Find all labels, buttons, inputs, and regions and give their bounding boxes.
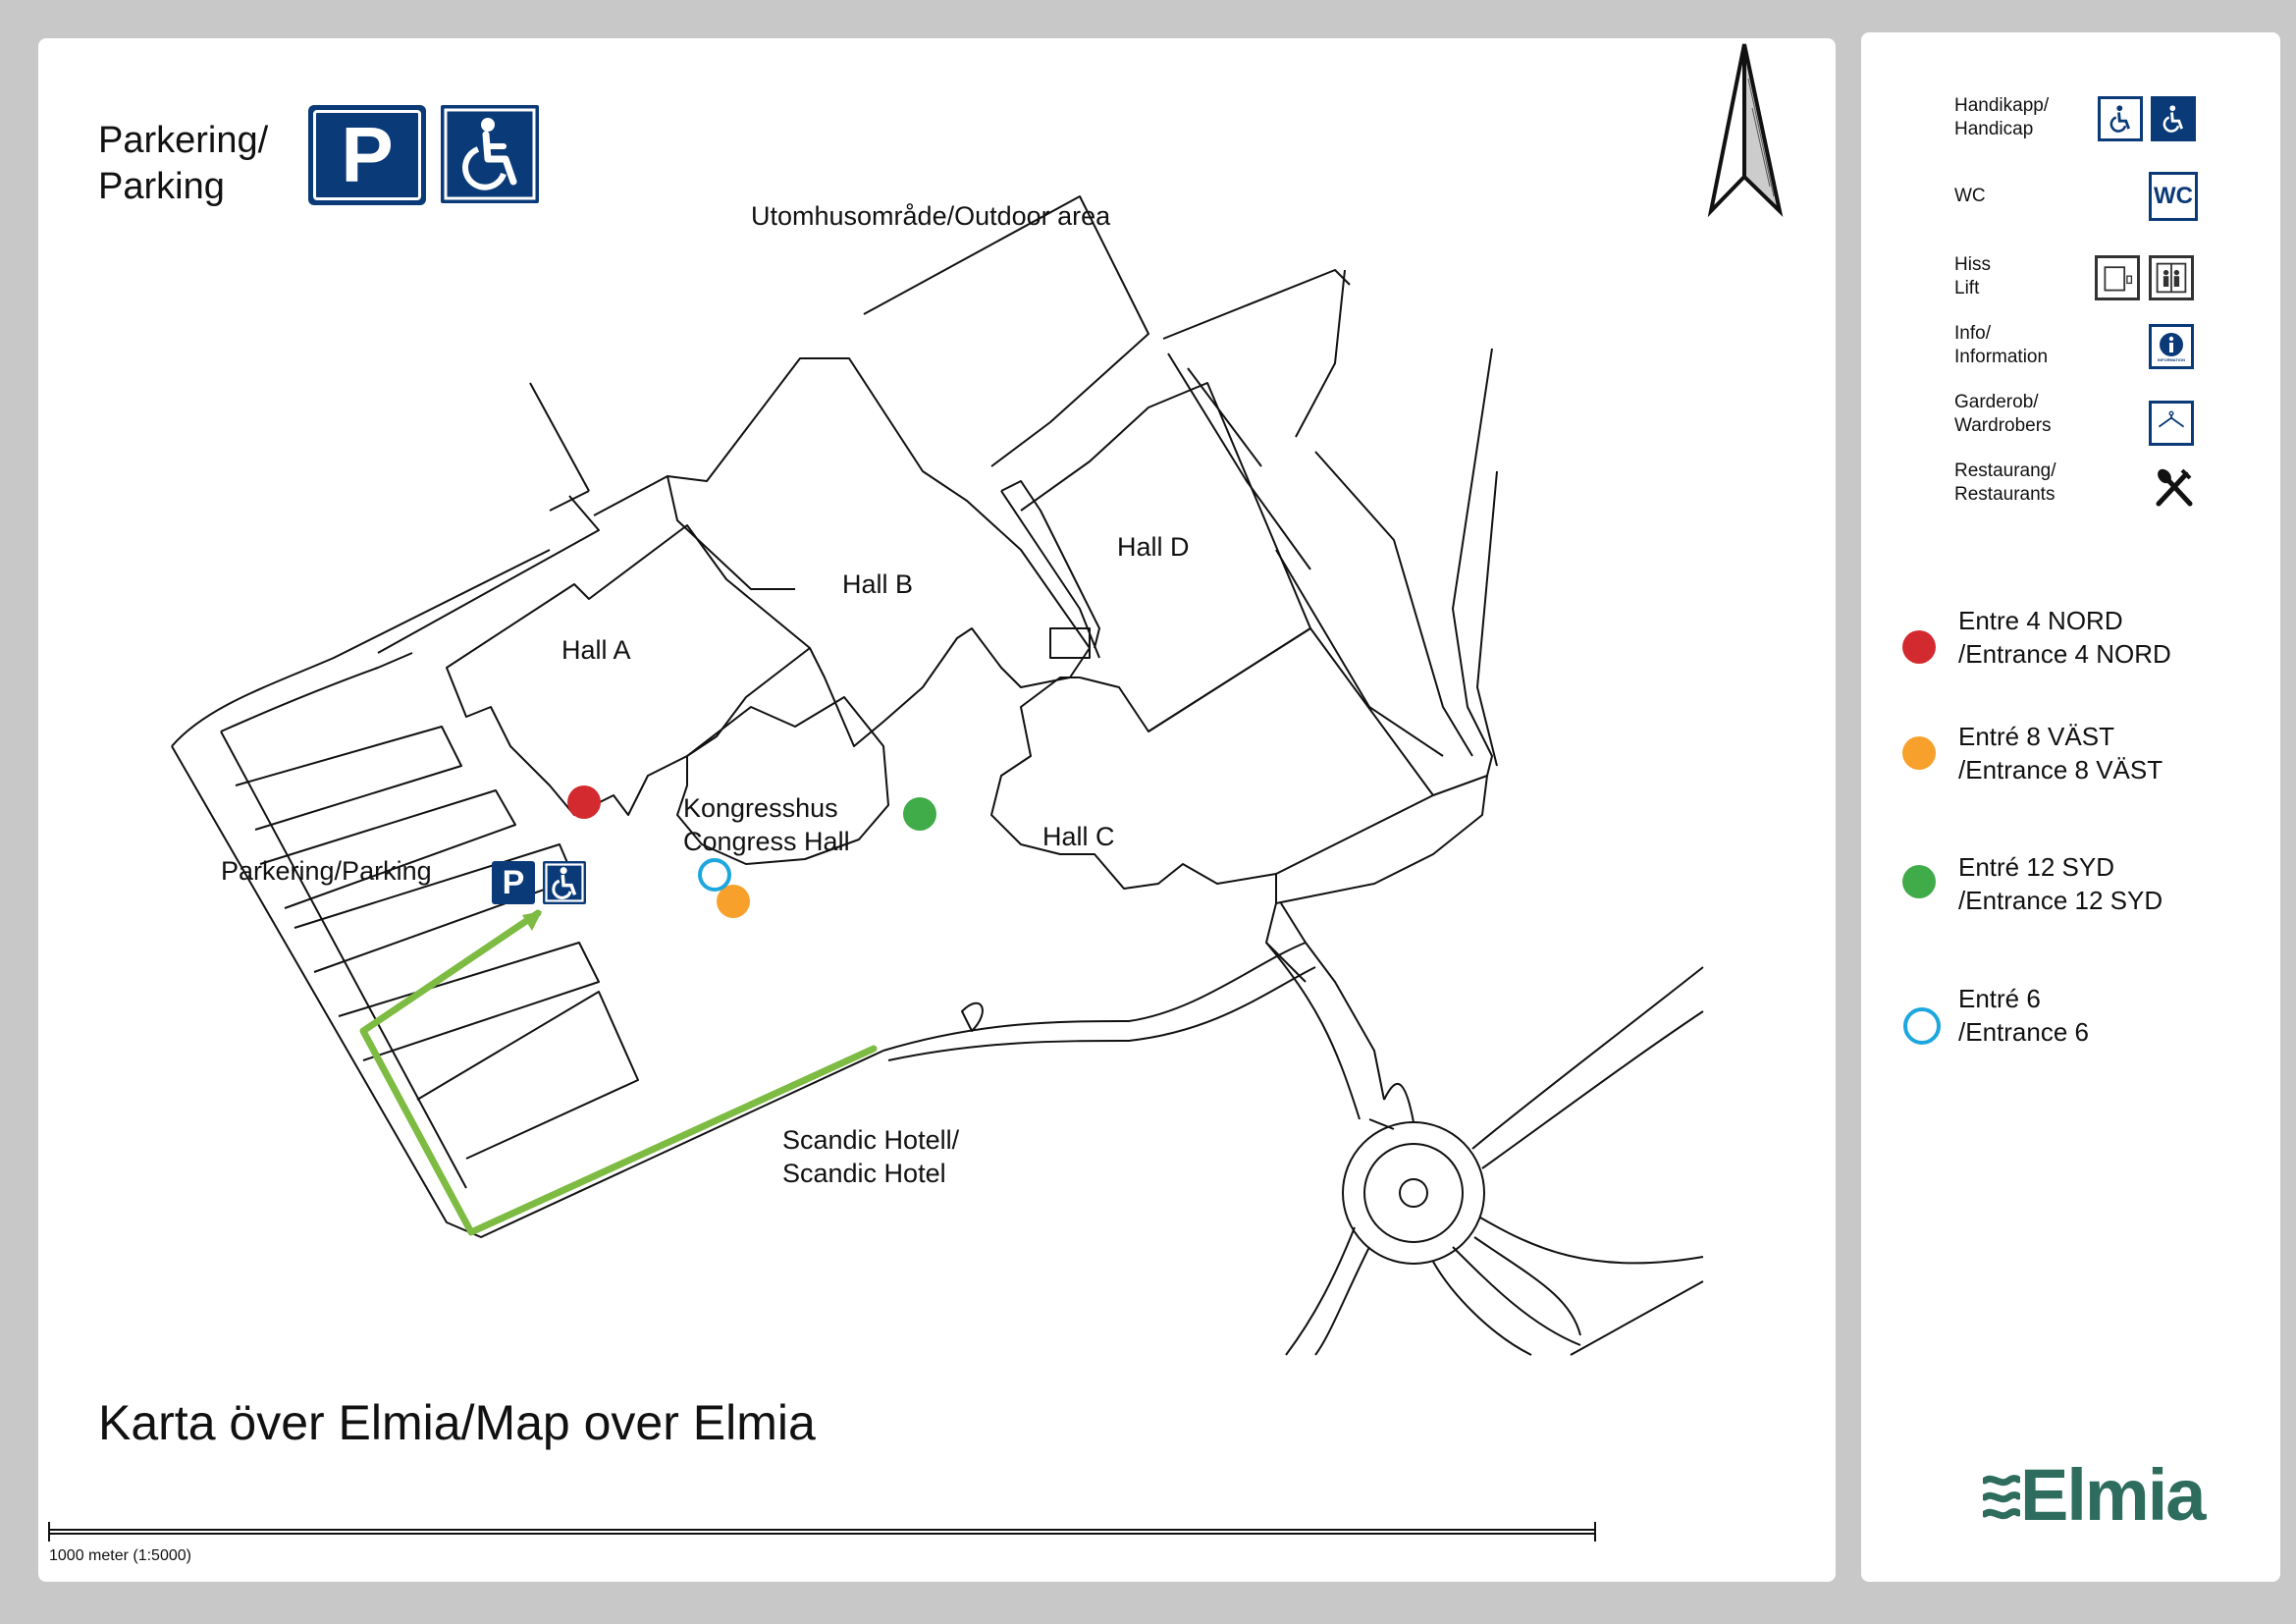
hotel-label-en: Scandic Hotel [782,1159,946,1188]
hotel-label-sv: Scandic Hotell/ [782,1125,960,1155]
legend-entrance-12-line1: Entré 12 SYD [1958,852,2114,882]
entrance-4-legend-dot [1902,630,1936,664]
parking-sign-icon: P [308,105,426,205]
map-title: Karta över Elmia/Map over Elmia [98,1395,816,1450]
legend-info [1954,322,2048,369]
legend-entrance-12 [1958,850,2163,917]
roundabout-inner [1364,1144,1463,1242]
entrance-12-legend-dot [1902,865,1936,898]
legend-handicap-line2: Handicap [1954,119,2034,139]
legend-lift [1954,253,1991,300]
legend-restaurant-line2: Restaurants [1954,484,2056,505]
entrance-6-legend-ring [1903,1007,1941,1045]
hall-a-outline [447,525,810,815]
hall-b-outline [594,358,1090,746]
legend-handicap-line1: Handikapp/ [1954,95,2050,116]
map-wheelchair-icon [543,861,586,904]
legend-wc [1954,185,1986,208]
legend-info-line1: Info/ [1954,323,1991,344]
legend-entrance-4-line1: Entre 4 NORD [1958,606,2123,635]
lift-door-icon [2095,255,2140,300]
wc-icon: WC [2149,172,2198,221]
hall-a-label: Hall A [561,635,631,665]
legend-wc-line1: WC [1954,186,1986,206]
wheelchair-icon [2098,96,2143,141]
legend-entrance-4-line2: /Entrance 4 NORD [1958,639,2171,669]
legend-entrance-6-line2: /Entrance 6 [1958,1017,2089,1047]
legend-entrance-8 [1958,720,2163,786]
legend-restaurant-line1: Restaurang/ [1954,460,2056,481]
hall-d-label: Hall D [1117,532,1190,562]
hall-c-label: Hall C [1042,822,1115,851]
info-icon-text: INFORMATION [2158,356,2185,362]
legend-entrance-8-line2: /Entrance 8 VÄST [1958,755,2163,785]
legend-entrance-6 [1958,982,2089,1049]
hanger-icon [2149,401,2194,446]
legend-entrance-6-line1: Entré 6 [1958,984,2041,1013]
scale-label: 1000 meter (1:5000) [49,1547,191,1564]
parking-row [236,727,461,830]
legend-entrance-4 [1958,604,2171,671]
legend-entrance-12-line2: /Entrance 12 SYD [1958,886,2163,915]
elmia-logo-waves [1983,1471,2020,1524]
parking-heading-line1: Parkering/ [98,120,269,161]
outdoor-area-outline [864,196,1148,466]
entrance-8-legend-dot [1902,736,1936,770]
legend-restaurant [1954,460,2056,507]
legend-handicap [1954,94,2049,141]
entrance-4-marker [567,785,601,819]
legend-lift-line1: Hiss [1954,254,1991,275]
road-north-edge [172,550,550,746]
legend-info-line2: Information [1954,347,2049,367]
parking-row [417,992,638,1159]
lift-icon [2149,255,2194,300]
info-icon [2149,324,2194,369]
cutlery-icon [2153,466,2196,510]
legend-entrance-8-line1: Entré 8 VÄST [1958,722,2114,751]
congress-hall-label-en: Congress Hall [683,827,850,856]
scale-bar [47,1522,1598,1542]
legend-wardrobe [1954,391,2052,438]
outdoor-area-label: Utomhusområde/Outdoor area [751,201,1111,231]
legend-wardrobe-line2: Wardrobers [1954,415,2052,436]
traffic-island [962,1003,983,1031]
map-parking-icon: P [492,861,535,904]
legend-panel [1861,32,2280,1582]
entrance-12-marker [903,797,936,831]
legend-wardrobe-line1: Garderob/ [1954,392,2039,412]
legend-lift-line2: Lift [1954,278,1980,298]
parking-heading-line2: Parking [98,166,225,207]
hall-b-label: Hall B [842,569,914,599]
parking-row [260,790,515,908]
parking-area-label: Parkering/Parking [221,856,432,886]
elmia-logo-text: Elmia [2020,1454,2205,1536]
entrance-6-marker [700,860,729,890]
congress-hall-label-sv: Kongresshus [683,793,838,823]
wheelchair-filled-icon [2151,96,2196,141]
